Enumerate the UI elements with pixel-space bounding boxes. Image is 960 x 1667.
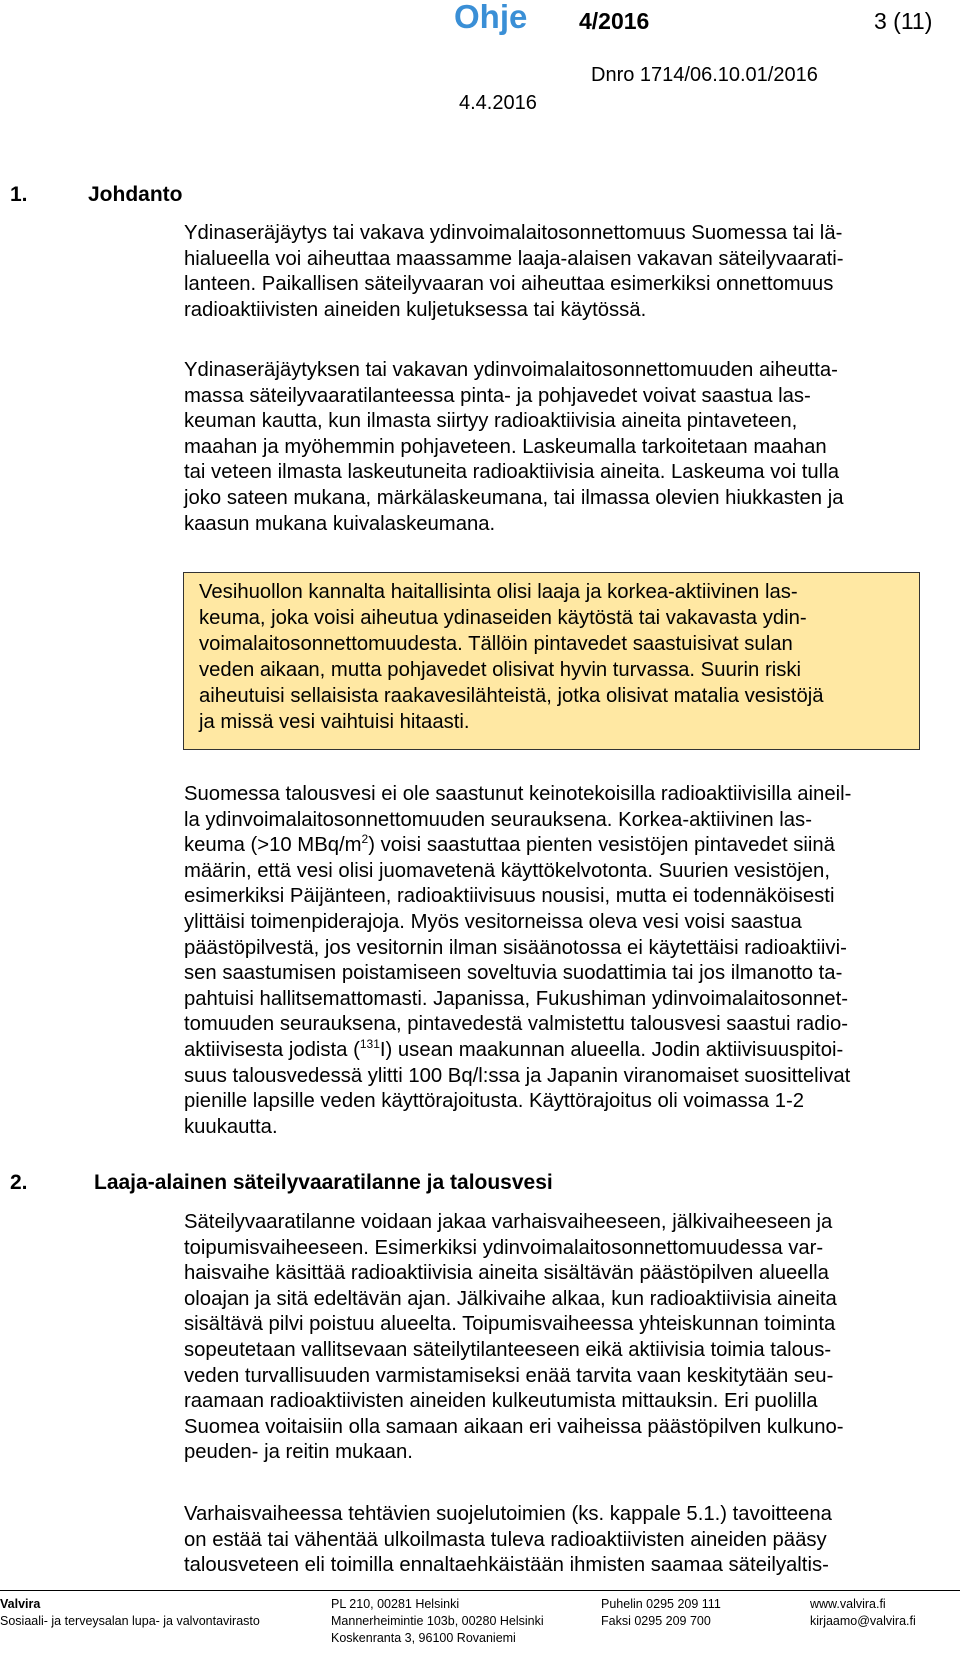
document-date: 4.4.2016 [459, 92, 537, 114]
intro-paragraph-3 [184, 782, 944, 1140]
footer-address-2: Mannerheimintie 103b, 00280 Helsinki [331, 1614, 544, 1628]
intro-paragraph-1: Ydinaseräjäytys tai vakava ydinvoimalaitosonnettomuus Suomessa tai lä- hialueella voi aiheuttaa maassamme laaja-alaisen vakavan säteilyvaarati- lanteen. Paikallisen säteilyvaaran voi aiheuttaa esimerkiksi onnettomuus radioaktiivisten aineiden kuljetuksessa tai käytössä. [184, 222, 844, 321]
footer-email-link[interactable]: kirjaamo@valvira.fi [810, 1614, 916, 1628]
highlight-text: Vesihuollon kannalta haitallisinta olisi laaja ja korkea-aktiivinen las- keuma, joka voisi aiheutua ydinaseiden käytöstä tai vakavasta ydin- voimalaitosonnettomuudesta. Tällöin pintavedet saastuisivat sulan veden aikaan, mutta pohjavedet olisivat hyvin turvassa. Suurin riski aiheutuisi sellaisista raakavesilähteistä, jotka olisivat matalia vesistöjä ja missä vesi vaihtuisi hitaasti. [199, 581, 824, 733]
footer-phone-number: Puhelin 0295 209 111 [601, 1597, 721, 1611]
section-1-title: Johdanto [88, 183, 183, 206]
footer-address [331, 1596, 544, 1647]
section-1-heading [10, 183, 183, 207]
page-number: 3 (11) [874, 8, 933, 34]
footer-divider [0, 1590, 960, 1591]
footer-org [0, 1596, 260, 1630]
section-2-number: 2. [10, 1171, 28, 1194]
section-2-title: Laaja-alainen säteilyvaaratilanne ja talousvesi [94, 1171, 553, 1194]
footer-phone [601, 1596, 721, 1630]
record-number: Dnro 1714/06.10.01/2016 [591, 64, 818, 86]
document-type: Ohje [454, 0, 528, 35]
section-2-paragraph-1: Säteilyvaaratilanne voidaan jakaa varhaisvaiheeseen, jälkivaiheeseen ja toipumisvaiheeseen. Esimerkiksi ydinvoimalaitosonnettomuudessa var- haisvaihe käsittää radioaktiivisia aineita sisältävän päästöpilven alueella oloajan ja sitä edeltävän ajan. Jälkivaihe alkaa, kun radioaktiivisia aineita sisältävä pilvi poistuu alueelta. Toipumisvaiheessa yhteiskunnan toiminta sopeutetaan vallitsevaan säteilytilanteeseen eikä aktiivisia toimia talous- veden turvallisuuden varmistamiseksi enää tarvita vaan keskitytään seu- raamaan radioaktiivisten aineiden kulkeutumista mittauksin. Eri puolilla Suomea voitaisiin olla samaan aikaan eri vaiheissa päästöpilven kulkuno- peuden- ja reitin mukaan. [184, 1211, 844, 1464]
section-2-paragraph-2: Varhaisvaiheessa tehtävien suojelutoimien (ks. kappale 5.1.) tavoitteena on estää tai vähentää ulkoilmasta tuleva radioaktiivisten aineiden pääsy talousveteen eli toimilla ennaltaehkäistään ihmisten saamaa säteilyaltis- [184, 1503, 832, 1577]
footer-website-link[interactable]: www.valvira.fi [810, 1597, 886, 1611]
footer-org-full: Sosiaali- ja terveysalan lupa- ja valvontavirasto [0, 1614, 260, 1628]
highlight-box [183, 572, 920, 750]
footer-org-name: Valvira [0, 1597, 41, 1611]
p3-superscript-2: 2 [361, 832, 369, 847]
p3-superscript-131: 131 [359, 1037, 380, 1052]
document-number: 4/2016 [579, 8, 650, 34]
section-2-heading [10, 1171, 553, 1195]
footer-fax-number: Faksi 0295 209 700 [601, 1614, 711, 1628]
footer-contact [810, 1596, 916, 1630]
p3-part-b: ) voisi saastuttaa pienten vesistöjen pintavedet siinä määrin, että vesi olisi juomavetenä käyttökelvotonta. Suurien vesistöjen, esimerkiksi Päijänteen, radioaktiivisuus nousisi, mutta ei todennäköisesti ylittäisi toimenpiderajoja. Myös vesitorneissa oleva vesi voisi saastua päästöpilvestä, jos vesitornin ilman sisäänotossa ei käytettäisi radioaktiivi- sen saastumisen poistamiseen soveltuvia suodattimia tai jos ilmanotto ta- pahtuisi hallitsemattomasti. Japanissa, Fukushiman ydinvoimalaitosonnet- tomuuden seurauksena, pintavedestä valmistettu talousvesi saastui radio- aktiivisesta jodista ( [184, 834, 849, 1061]
section-1-number: 1. [10, 183, 28, 206]
footer-address-3: Koskenranta 3, 96100 Rovaniemi [331, 1631, 516, 1645]
p3-part-a: Suomessa talousvesi ei ole saastunut keinotekoisilla radioaktiivisilla aineil- la ydinvoimalaitosonnettomuuden seurauksena. Korkea-aktiivinen las- keuma (>10 MBq/m [184, 783, 852, 857]
intro-paragraph-2: Ydinaseräjäytyksen tai vakavan ydinvoimalaitosonnettomuuden aiheutta- massa säteilyvaaratilanteessa pinta- ja pohjavedet voivat saastua las- keuman kautta, kun ilmasta siirtyy radioaktiivisia aineita pintaveteen, maahan ja myöhemmin pohjaveteen. Laskeumalla tarkoitetaan maahan tai veteen ilmasta laskeutuneita radioaktiivisia aineita. Laskeuma voi tulla joko sateen mukana, märkälaskeumana, tai ilmassa olevien hiukkasten ja kaasun mukana kuivalaskeumana. [184, 359, 844, 535]
footer-address-1: PL 210, 00281 Helsinki [331, 1597, 460, 1611]
p3-part-c: I) usean maakunnan alueella. Jodin aktiivisuuspitoi- suus talousvedessä ylitti 100 Bq/l:ssa ja Japanin viranomaiset suosittelivat pienille lapsille veden käyttörajoitusta. Käyttörajoitus oli voimassa 1-2 kuukautta. [184, 1038, 851, 1138]
